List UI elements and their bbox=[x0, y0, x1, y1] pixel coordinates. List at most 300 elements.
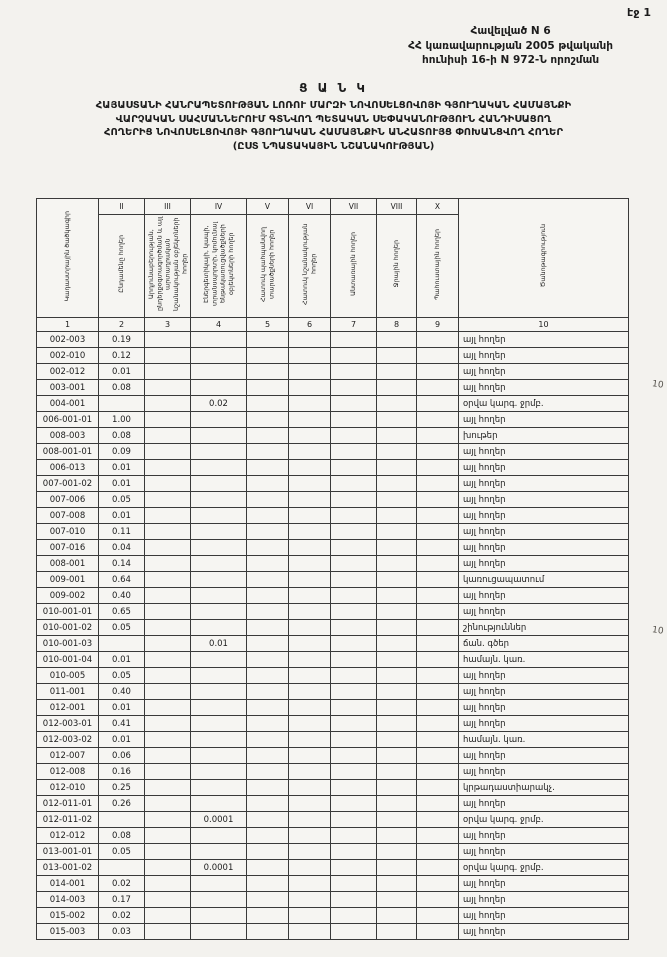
value-cell: 0.01 bbox=[191, 636, 247, 652]
value-cell bbox=[377, 636, 417, 652]
value-cell bbox=[145, 508, 191, 524]
value-cell bbox=[417, 684, 459, 700]
value-cell bbox=[331, 508, 377, 524]
note-cell: օրվա կարգ. ջրմբ. bbox=[459, 860, 629, 876]
value-cell bbox=[191, 828, 247, 844]
value-cell bbox=[417, 892, 459, 908]
value-cell bbox=[145, 620, 191, 636]
roman-numeral-4: IV bbox=[191, 199, 247, 215]
value-cell bbox=[331, 412, 377, 428]
note-cell: այլ հողեր bbox=[459, 684, 629, 700]
value-cell bbox=[145, 412, 191, 428]
value-cell bbox=[289, 524, 331, 540]
value-cell: 0.40 bbox=[99, 684, 145, 700]
value-cell bbox=[417, 844, 459, 860]
column-header-label: Ջրային հողեր bbox=[392, 240, 401, 288]
value-cell: 0.16 bbox=[99, 764, 145, 780]
value-cell bbox=[377, 332, 417, 348]
value-cell bbox=[289, 652, 331, 668]
table-row bbox=[37, 668, 629, 684]
column-number-10: 10 bbox=[459, 318, 629, 332]
value-cell bbox=[289, 396, 331, 412]
value-cell bbox=[417, 588, 459, 604]
column-header-label: Էներգետիկայի, կապի, տրանսպորտի, կոմունալ ենթակառուցվածքների օբյեկտների հողեր bbox=[201, 221, 235, 307]
roman-numeral-3: III bbox=[145, 199, 191, 215]
column-number-3: 3 bbox=[145, 318, 191, 332]
value-cell bbox=[377, 908, 417, 924]
value-cell bbox=[247, 636, 289, 652]
annex-line-2: ՀՀ կառավարության 2005 թվականի bbox=[408, 39, 613, 52]
value-cell bbox=[191, 332, 247, 348]
table-row bbox=[37, 796, 629, 812]
value-cell bbox=[289, 668, 331, 684]
table-row bbox=[37, 620, 629, 636]
value-cell bbox=[417, 460, 459, 476]
value-cell bbox=[289, 748, 331, 764]
value-cell bbox=[247, 908, 289, 924]
value-cell bbox=[191, 796, 247, 812]
value-cell: 0.02 bbox=[99, 876, 145, 892]
value-cell bbox=[377, 348, 417, 364]
value-cell bbox=[417, 492, 459, 508]
value-cell bbox=[331, 492, 377, 508]
value-cell bbox=[377, 716, 417, 732]
note-cell: այլ հողեր bbox=[459, 364, 629, 380]
cadastral-code-cell: 012-003-02 bbox=[37, 732, 99, 748]
value-cell bbox=[145, 812, 191, 828]
value-cell bbox=[191, 428, 247, 444]
note-cell: այլ հողեր bbox=[459, 876, 629, 892]
value-cell: 0.05 bbox=[99, 620, 145, 636]
value-cell bbox=[247, 716, 289, 732]
note-cell: օրվա կարգ. ջրմբ. bbox=[459, 396, 629, 412]
cadastral-code-cell: 012-008 bbox=[37, 764, 99, 780]
cadastral-code-cell: 002-010 bbox=[37, 348, 99, 364]
value-cell bbox=[417, 556, 459, 572]
value-cell bbox=[191, 716, 247, 732]
note-cell: ճան. գծեր bbox=[459, 636, 629, 652]
value-cell bbox=[417, 380, 459, 396]
value-cell bbox=[331, 716, 377, 732]
value-cell bbox=[377, 652, 417, 668]
cadastral-code-cell: 015-002 bbox=[37, 908, 99, 924]
table-row bbox=[37, 652, 629, 668]
value-cell bbox=[191, 732, 247, 748]
value-cell bbox=[417, 668, 459, 684]
value-cell bbox=[331, 476, 377, 492]
note-cell: այլ հողեր bbox=[459, 540, 629, 556]
value-cell: 0.01 bbox=[99, 652, 145, 668]
value-cell bbox=[191, 588, 247, 604]
table-row bbox=[37, 588, 629, 604]
table-row bbox=[37, 684, 629, 700]
value-cell bbox=[417, 396, 459, 412]
value-cell bbox=[377, 828, 417, 844]
cadastral-code-cell: 012-001 bbox=[37, 700, 99, 716]
value-cell: 1.00 bbox=[99, 412, 145, 428]
value-cell bbox=[331, 812, 377, 828]
roman-numeral-2: II bbox=[99, 199, 145, 215]
title-word-list: Ց Ա Ն Կ bbox=[299, 81, 368, 95]
value-cell bbox=[331, 588, 377, 604]
value-cell bbox=[247, 556, 289, 572]
value-cell bbox=[331, 380, 377, 396]
cadastral-code-cell: 013-001-02 bbox=[37, 860, 99, 876]
value-cell bbox=[377, 764, 417, 780]
column-header-label: Ընդամենը հողեր bbox=[117, 235, 126, 293]
cadastral-code-cell: 015-003 bbox=[37, 924, 99, 940]
value-cell bbox=[289, 380, 331, 396]
table-body bbox=[37, 332, 629, 940]
value-cell bbox=[191, 604, 247, 620]
value-cell bbox=[417, 604, 459, 620]
value-cell: 0.64 bbox=[99, 572, 145, 588]
value-cell: 0.09 bbox=[99, 444, 145, 460]
cadastral-code-cell: 007-008 bbox=[37, 508, 99, 524]
table-row bbox=[37, 732, 629, 748]
value-cell bbox=[377, 492, 417, 508]
column-header-8 bbox=[377, 215, 417, 318]
column-header-9 bbox=[417, 215, 459, 318]
value-cell bbox=[145, 668, 191, 684]
cadastral-code-cell: 012-007 bbox=[37, 748, 99, 764]
value-cell bbox=[247, 508, 289, 524]
value-cell bbox=[247, 348, 289, 364]
value-cell: 0.01 bbox=[99, 732, 145, 748]
cadastral-code-cell: 012-003-01 bbox=[37, 716, 99, 732]
roman-numeral-9: X bbox=[417, 199, 459, 215]
value-cell bbox=[289, 572, 331, 588]
value-cell bbox=[99, 396, 145, 412]
value-cell bbox=[417, 732, 459, 748]
value-cell bbox=[289, 796, 331, 812]
column-header-note bbox=[459, 199, 629, 318]
value-cell bbox=[191, 556, 247, 572]
value-cell bbox=[289, 860, 331, 876]
value-cell bbox=[145, 908, 191, 924]
value-cell: 0.40 bbox=[99, 588, 145, 604]
value-cell bbox=[417, 924, 459, 940]
table-row bbox=[37, 540, 629, 556]
value-cell bbox=[145, 540, 191, 556]
value-cell bbox=[377, 780, 417, 796]
value-cell bbox=[191, 540, 247, 556]
value-cell bbox=[145, 652, 191, 668]
value-cell: 0.26 bbox=[99, 796, 145, 812]
cadastral-code-cell: 002-012 bbox=[37, 364, 99, 380]
value-cell bbox=[377, 524, 417, 540]
value-cell: 0.02 bbox=[99, 908, 145, 924]
value-cell bbox=[191, 380, 247, 396]
value-cell bbox=[417, 796, 459, 812]
value-cell bbox=[145, 332, 191, 348]
value-cell bbox=[417, 876, 459, 892]
cadastral-code-cell: 007-016 bbox=[37, 540, 99, 556]
note-cell: այլ հողեր bbox=[459, 924, 629, 940]
cadastral-code-cell: 012-010 bbox=[37, 780, 99, 796]
value-cell bbox=[377, 380, 417, 396]
value-cell bbox=[191, 460, 247, 476]
value-cell bbox=[417, 860, 459, 876]
value-cell bbox=[289, 460, 331, 476]
note-cell: այլ հողեր bbox=[459, 908, 629, 924]
value-cell bbox=[289, 556, 331, 572]
value-cell bbox=[289, 828, 331, 844]
note-cell: այլ հողեր bbox=[459, 412, 629, 428]
cadastral-code-cell: 008-001-01 bbox=[37, 444, 99, 460]
value-cell bbox=[331, 764, 377, 780]
value-cell bbox=[145, 444, 191, 460]
roman-numeral-6: VI bbox=[289, 199, 331, 215]
value-cell bbox=[289, 876, 331, 892]
cadastral-code-cell: 013-001-01 bbox=[37, 844, 99, 860]
value-cell bbox=[331, 876, 377, 892]
value-cell bbox=[289, 540, 331, 556]
value-cell bbox=[145, 476, 191, 492]
value-cell: 0.41 bbox=[99, 716, 145, 732]
column-header-cadastral-code bbox=[37, 199, 99, 318]
value-cell bbox=[289, 428, 331, 444]
value-cell: 0.65 bbox=[99, 604, 145, 620]
value-cell bbox=[331, 796, 377, 812]
value-cell: 0.25 bbox=[99, 780, 145, 796]
column-header-2 bbox=[99, 215, 145, 318]
note-cell: համայն. կառ. bbox=[459, 732, 629, 748]
title-line-5: (ԸՍՏ ՆՊԱՏԱԿԱՅԻՆ ՆՇԱՆԱԿՈՒԹՅԱՆ) bbox=[232, 140, 435, 152]
table-row bbox=[37, 604, 629, 620]
table-row bbox=[37, 892, 629, 908]
value-cell bbox=[191, 412, 247, 428]
value-cell bbox=[145, 732, 191, 748]
value-cell bbox=[377, 588, 417, 604]
value-cell bbox=[289, 780, 331, 796]
value-cell bbox=[247, 876, 289, 892]
value-cell bbox=[289, 604, 331, 620]
value-cell bbox=[377, 572, 417, 588]
table-row bbox=[37, 636, 629, 652]
value-cell bbox=[377, 508, 417, 524]
note-cell: կառուցապատում bbox=[459, 572, 629, 588]
value-cell bbox=[417, 444, 459, 460]
table-row bbox=[37, 876, 629, 892]
column-number-7: 7 bbox=[331, 318, 377, 332]
value-cell bbox=[145, 588, 191, 604]
value-cell bbox=[331, 396, 377, 412]
value-cell bbox=[331, 892, 377, 908]
value-cell bbox=[191, 764, 247, 780]
value-cell bbox=[417, 812, 459, 828]
value-cell bbox=[145, 428, 191, 444]
cadastral-code-cell: 014-003 bbox=[37, 892, 99, 908]
cadastral-code-cell: 007-010 bbox=[37, 524, 99, 540]
value-cell: 0.01 bbox=[99, 460, 145, 476]
margin-annotation-2: 10 bbox=[650, 625, 664, 637]
value-cell bbox=[247, 492, 289, 508]
value-cell bbox=[331, 860, 377, 876]
value-cell bbox=[191, 684, 247, 700]
value-cell: 0.17 bbox=[99, 892, 145, 908]
value-cell bbox=[377, 396, 417, 412]
annex-reference bbox=[408, 24, 613, 68]
column-header-5 bbox=[247, 215, 289, 318]
value-cell: 0.08 bbox=[99, 380, 145, 396]
value-cell bbox=[247, 924, 289, 940]
value-cell bbox=[289, 332, 331, 348]
table-row bbox=[37, 364, 629, 380]
value-cell: 0.05 bbox=[99, 668, 145, 684]
value-cell bbox=[145, 764, 191, 780]
column-header-label: Ծանոթագրություն bbox=[539, 224, 548, 288]
value-cell bbox=[417, 764, 459, 780]
table-row bbox=[37, 748, 629, 764]
note-cell: այլ հողեր bbox=[459, 444, 629, 460]
value-cell bbox=[247, 844, 289, 860]
table-row bbox=[37, 492, 629, 508]
value-cell bbox=[417, 636, 459, 652]
value-cell bbox=[247, 860, 289, 876]
note-cell: այլ հողեր bbox=[459, 508, 629, 524]
roman-numeral-5: V bbox=[247, 199, 289, 215]
cadastral-code-cell: 012-011-02 bbox=[37, 812, 99, 828]
value-cell bbox=[247, 428, 289, 444]
value-cell: 0.0001 bbox=[191, 860, 247, 876]
cadastral-code-cell: 008-001 bbox=[37, 556, 99, 572]
cadastral-code-cell: 010-001-02 bbox=[37, 620, 99, 636]
value-cell bbox=[417, 540, 459, 556]
value-cell bbox=[377, 844, 417, 860]
value-cell bbox=[247, 828, 289, 844]
value-cell bbox=[145, 492, 191, 508]
column-header-label: Կադաստրային ծածկագիր bbox=[63, 210, 72, 302]
value-cell: 0.0001 bbox=[191, 812, 247, 828]
value-cell bbox=[247, 380, 289, 396]
column-number-1: 1 bbox=[37, 318, 99, 332]
value-cell: 0.08 bbox=[99, 828, 145, 844]
value-cell bbox=[377, 668, 417, 684]
value-cell bbox=[145, 780, 191, 796]
value-cell bbox=[417, 700, 459, 716]
value-cell: 0.02 bbox=[191, 396, 247, 412]
value-cell bbox=[377, 444, 417, 460]
value-cell bbox=[289, 636, 331, 652]
value-cell bbox=[331, 428, 377, 444]
value-cell bbox=[145, 796, 191, 812]
value-cell bbox=[247, 540, 289, 556]
table-row bbox=[37, 908, 629, 924]
value-cell: 0.11 bbox=[99, 524, 145, 540]
value-cell bbox=[145, 716, 191, 732]
note-cell: կրթադաստիարակչ. bbox=[459, 780, 629, 796]
table-row bbox=[37, 524, 629, 540]
value-cell bbox=[377, 476, 417, 492]
cadastral-code-cell: 010-001-04 bbox=[37, 652, 99, 668]
value-cell bbox=[247, 892, 289, 908]
value-cell bbox=[377, 796, 417, 812]
table-row bbox=[37, 572, 629, 588]
table-row bbox=[37, 828, 629, 844]
value-cell bbox=[289, 348, 331, 364]
value-cell bbox=[289, 620, 331, 636]
value-cell bbox=[145, 348, 191, 364]
value-cell bbox=[417, 348, 459, 364]
column-header-6 bbox=[289, 215, 331, 318]
value-cell bbox=[191, 780, 247, 796]
note-cell: այլ հողեր bbox=[459, 700, 629, 716]
land-table bbox=[36, 198, 629, 940]
cadastral-code-cell: 009-001 bbox=[37, 572, 99, 588]
value-cell bbox=[331, 540, 377, 556]
value-cell: 0.03 bbox=[99, 924, 145, 940]
value-cell bbox=[377, 812, 417, 828]
value-cell bbox=[145, 892, 191, 908]
cadastral-code-cell: 010-001-03 bbox=[37, 636, 99, 652]
table-row bbox=[37, 860, 629, 876]
value-cell bbox=[289, 684, 331, 700]
value-cell bbox=[289, 700, 331, 716]
value-cell bbox=[377, 924, 417, 940]
cadastral-code-cell: 006-013 bbox=[37, 460, 99, 476]
column-header-label: Հատուկ պահպանվող տարածքների հողեր bbox=[259, 226, 276, 302]
value-cell bbox=[145, 636, 191, 652]
value-cell bbox=[417, 428, 459, 444]
value-cell bbox=[247, 588, 289, 604]
value-cell bbox=[247, 332, 289, 348]
value-cell bbox=[377, 892, 417, 908]
value-cell bbox=[417, 508, 459, 524]
roman-numeral-7: VII bbox=[331, 199, 377, 215]
column-header-label: Պահուստային հողեր bbox=[433, 228, 442, 300]
value-cell bbox=[145, 860, 191, 876]
value-cell bbox=[417, 780, 459, 796]
value-cell bbox=[331, 828, 377, 844]
value-cell bbox=[417, 524, 459, 540]
value-cell bbox=[331, 668, 377, 684]
table-row bbox=[37, 412, 629, 428]
table-row bbox=[37, 780, 629, 796]
value-cell bbox=[417, 412, 459, 428]
value-cell bbox=[247, 524, 289, 540]
roman-numeral-8: VIII bbox=[377, 199, 417, 215]
table-row bbox=[37, 332, 629, 348]
value-cell bbox=[331, 908, 377, 924]
value-cell bbox=[289, 716, 331, 732]
value-cell bbox=[417, 476, 459, 492]
value-cell bbox=[417, 364, 459, 380]
cadastral-code-cell: 004-001 bbox=[37, 396, 99, 412]
table-row bbox=[37, 380, 629, 396]
value-cell bbox=[247, 732, 289, 748]
value-cell bbox=[191, 348, 247, 364]
table-row bbox=[37, 476, 629, 492]
note-cell: այլ հողեր bbox=[459, 332, 629, 348]
column-number-5: 5 bbox=[247, 318, 289, 332]
value-cell bbox=[331, 684, 377, 700]
value-cell bbox=[191, 700, 247, 716]
value-cell bbox=[247, 700, 289, 716]
annex-line-3: հունիսի 16-ի N 972-Ն որոշման bbox=[422, 54, 600, 67]
value-cell bbox=[331, 700, 377, 716]
value-cell bbox=[377, 684, 417, 700]
column-number-6: 6 bbox=[289, 318, 331, 332]
value-cell: 0.01 bbox=[99, 508, 145, 524]
value-cell bbox=[191, 652, 247, 668]
value-cell bbox=[331, 924, 377, 940]
column-number-8: 8 bbox=[377, 318, 417, 332]
value-cell bbox=[417, 748, 459, 764]
value-cell bbox=[331, 748, 377, 764]
table-row bbox=[37, 700, 629, 716]
value-cell bbox=[145, 684, 191, 700]
